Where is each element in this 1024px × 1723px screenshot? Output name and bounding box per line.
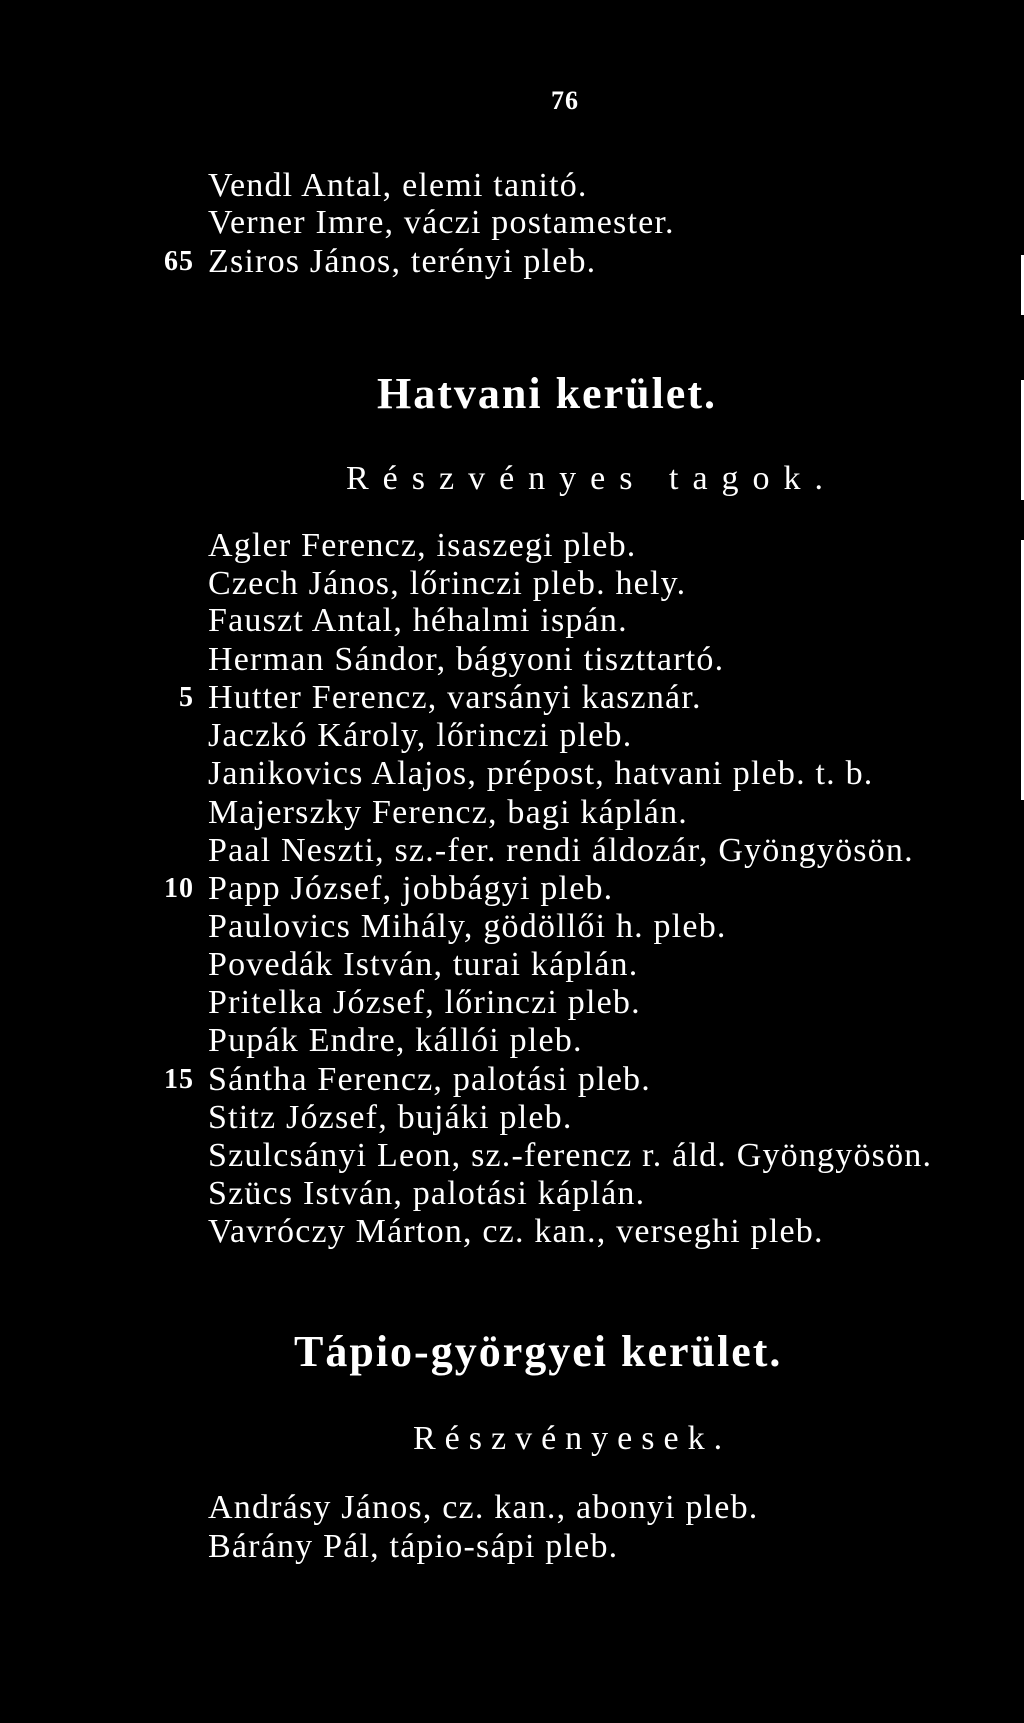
list-item — [208, 831, 914, 871]
section-subtitle-tapio: Részvényesek. — [413, 1420, 732, 1457]
list-item — [208, 166, 588, 206]
section-title-hatvani: Hatvani kerület. — [377, 369, 717, 418]
list-item — [208, 754, 873, 794]
entry-text: Fauszt Antal, héhalmi ispán. — [208, 602, 628, 639]
list-item — [164, 1060, 651, 1100]
list-item — [164, 242, 597, 282]
entry-text: Jaczkó Károly, lőrinczi pleb. — [208, 717, 633, 754]
entry-text: Zsiros János, terényi pleb. — [208, 243, 597, 280]
entry-text: Hutter Ferencz, varsányi kasznár. — [208, 679, 702, 716]
entry-text: Bárány Pál, tápio-sápi pleb. — [208, 1528, 619, 1565]
list-item — [208, 1174, 645, 1214]
list-item — [208, 1488, 759, 1528]
list-item — [208, 203, 675, 243]
entry-text: Pritelka József, lőrinczi pleb. — [208, 984, 641, 1021]
entry-text: Agler Ferencz, isaszegi pleb. — [208, 527, 637, 564]
section-title-tapio: Tápio-györgyei kerület. — [294, 1327, 783, 1376]
list-item — [208, 1136, 932, 1176]
entry-number: 10 — [164, 873, 194, 904]
list-item — [179, 678, 702, 718]
list-item — [208, 1527, 618, 1567]
entry-text: Janikovics Alajos, prépost, hatvani pleb. t. b. — [208, 755, 874, 792]
entry-text: Papp József, jobbágyi pleb. — [208, 870, 614, 907]
list-item — [208, 1098, 573, 1138]
entry-text: Verner Imre, váczi postamester. — [208, 204, 675, 241]
list-item — [208, 907, 727, 947]
list-item — [164, 869, 614, 909]
entry-text: Vendl Antal, elemi tanitó. — [208, 167, 588, 204]
list-item — [208, 564, 686, 604]
entry-text: Szücs István, palotási káplán. — [208, 1175, 646, 1212]
entry-text: Stitz József, bujáki pleb. — [208, 1099, 573, 1136]
list-item — [208, 601, 628, 641]
entry-text: Majerszky Ferencz, bagi káplán. — [208, 794, 688, 831]
entry-number: 5 — [179, 682, 194, 713]
entry-number: 15 — [164, 1064, 194, 1095]
entry-text: Andrásy János, cz. kan., abonyi pleb. — [208, 1489, 759, 1526]
entry-text: Herman Sándor, bágyoni tiszttartó. — [208, 641, 725, 678]
entry-text: Paal Neszti, sz.-fer. rendi áldozár, Gyöngyösön. — [208, 832, 914, 869]
list-item — [208, 1021, 583, 1061]
section-subtitle-hatvani: Részvényes tagok. — [346, 460, 838, 497]
entry-text: Szulcsányi Leon, sz.-ferencz r. áld. Gyöngyösön. — [208, 1137, 933, 1174]
entry-text: Czech János, lőrinczi pleb. hely. — [208, 565, 687, 602]
entry-number: 65 — [164, 246, 194, 277]
entry-text: Paulovics Mihály, gödöllői h. pleb. — [208, 908, 727, 945]
list-item — [208, 793, 688, 833]
entry-text: Sántha Ferencz, palotási pleb. — [208, 1061, 651, 1098]
entry-text: Pupák Endre, kállói pleb. — [208, 1022, 583, 1059]
list-item — [208, 945, 638, 985]
entry-text: Vavróczy Márton, cz. kan., verseghi pleb. — [208, 1213, 824, 1250]
list-item — [208, 526, 636, 566]
page-number: 76 — [551, 86, 579, 115]
entry-text: Povedák István, turai káplán. — [208, 946, 639, 983]
list-item — [208, 640, 724, 680]
list-item — [208, 983, 641, 1023]
list-item — [208, 716, 632, 756]
list-item — [208, 1212, 824, 1252]
